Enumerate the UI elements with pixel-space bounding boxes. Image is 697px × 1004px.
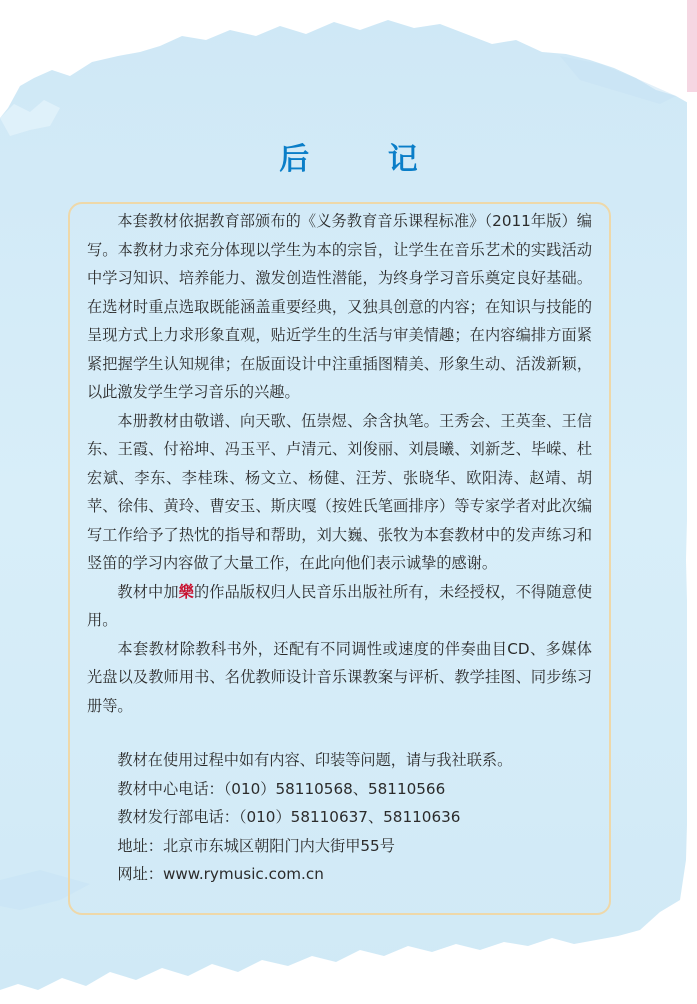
copyright-text-before: 教材中加 [117,582,179,601]
paragraph-authors: 本册教材由敬谱、向天歌、伍崇煜、余含执笔。王秀会、王英奎、王信东、王霞、付裕坤、冯玉平、卢清元、刘俊丽、刘晨曦、刘新芝、毕嵘、杜宏斌、李东、李桂珠、杨文立、杨健、汪芳、张晓华、欧阳涛、赵靖、胡苹、徐伟、黄玲、曹安玉、斯庆嘎（按姓氏笔画排序）等专家学者对此次编写工作给予了热忱的指导和帮助，刘大巍、张牧为本套教材中的发声练习和竖笛的学习内容做了大量工作，在此向他们表示诚挚的感谢。 [87,411,592,572]
contact-distribution-phone: 教材发行部电话：（010）58110637、58110636 [117,808,461,826]
right-edge-accent [687,0,697,92]
copyright-text-after: 的作品版权归人民音乐出版社所有，未经授权，不得随意使用。 [87,582,593,629]
contact-address: 地址：北京市东城区朝阳门内大街甲55号 [117,836,395,855]
paragraph-copyright [87,578,592,635]
page-title: 后 记 [279,142,452,177]
contact-center-phone: 教材中心电话：（010）58110568、58110566 [117,779,446,798]
contact-intro: 教材在使用过程中如有内容、印装等问题，请与我社联系。 [117,751,513,769]
afterword-body [87,207,592,889]
spacer [87,720,592,746]
music-mark-icon: 樂 [178,582,194,601]
paragraph-curriculum: 本套教材依据教育部颁布的《义务教育音乐课程标准》（2011年版）编写。本教材力求充分体现以学生为本的宗旨，让学生在音乐艺术的实践活动中学习知识、培养能力、激发创造性潜能，为终身学习音乐奠定良好基础。在选材时重点选取既能涵盖重要经典，又独具创意的内容；在知识与技能的呈现方式上力求形象直观，贴近学生的生活与审美情趣；在内容编排方面紧紧把握学生认知规律；在版面设计中注重插图精美、形象生动、活泼新颖，以此激发学生学习音乐的兴趣。 [87,212,592,401]
paragraph-supplement: 本套教材除教科书外，还配有不同调性或速度的伴奏曲目CD、多媒体光盘以及教师用书、名优教师设计音乐课教案与评析、教学挂图、同步练习册等。 [87,639,592,715]
contact-website: 网址：www.rymusic.com.cn [117,865,324,883]
